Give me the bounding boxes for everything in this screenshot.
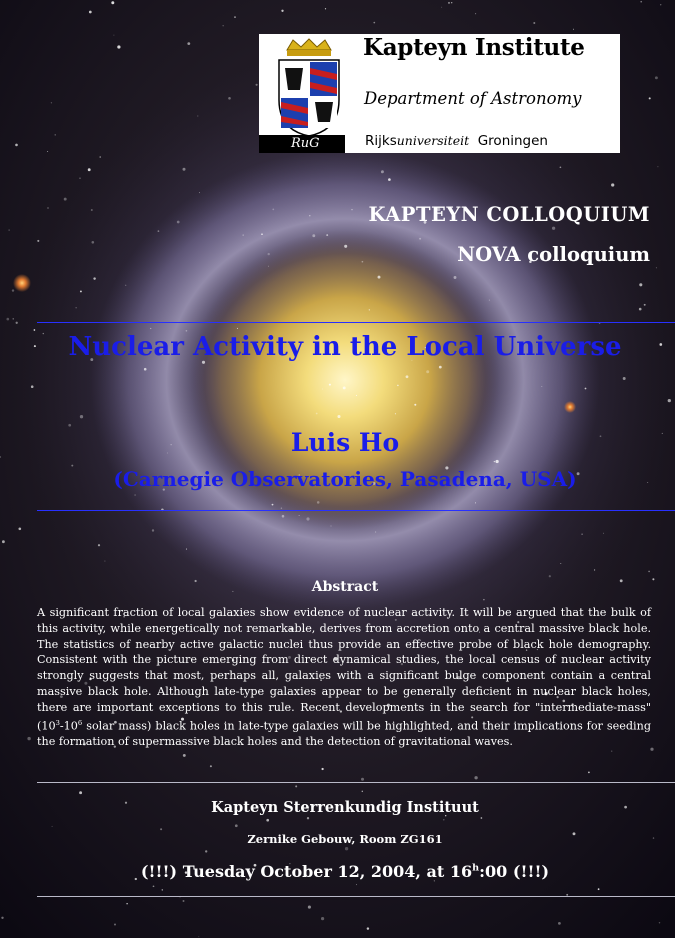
venue-room: Zernike Gebouw, Room ZG161 [247,832,443,846]
divider-lower [37,782,675,783]
star [660,4,661,5]
star [309,215,310,216]
star [113,35,114,36]
star [282,515,285,518]
star [481,817,483,819]
star [611,183,614,186]
star [316,413,318,415]
star [322,389,323,390]
abstract-text-part3: solar mass) black holes in late-type galaxies will be highlighted, and their implications for seeding the formation of supermassive black holes and the detection of gravitational waves. [37,719,651,749]
university-city: Groningen [477,133,548,149]
star [9,230,10,231]
star [426,370,429,373]
star [266,819,269,822]
star [268,253,270,255]
star [158,230,160,232]
divider-middle [37,510,675,511]
star [573,29,574,30]
star [68,424,71,427]
star [15,144,18,147]
star [558,922,561,925]
star [88,168,91,171]
star [443,819,444,820]
abstract-text-part1: A significant fraction of local galaxies show evidence of nuclear activity. It will be argued that the bulk of this activity, while energetically not remarkable, derives from accretion onto a central massive black hole. The statistics of nearby active galactic nuclei thus provide an effective probe of black hole demography. Consistent with the picture emerging from direct dynamical studies, the local census of nuclear activity strongly suggests that most, perhaps all, galaxies with a significant bulge component contain a central massive black hole. Although late-type galaxies appear to be generally deficient in nuclear black holes, there are important exceptions to this rule. Recent developments in the search for "intermediate-mass" (10 [37,606,651,733]
star [326,234,328,236]
star [356,884,357,885]
star [111,1,114,4]
star [495,460,498,463]
star [378,276,381,279]
star [187,42,190,45]
star [80,415,83,418]
star [117,45,120,48]
star [361,778,364,781]
star [419,238,421,240]
star [162,889,163,890]
star [317,501,320,504]
star [362,791,363,792]
star [37,240,39,242]
star [223,25,224,26]
star [598,888,600,890]
star [235,824,238,827]
star [144,368,147,371]
star [281,10,283,12]
star [351,209,352,210]
star [268,266,269,267]
star [369,309,370,310]
university-mid: universiteit [396,133,470,148]
rug-label: RuG [291,136,320,151]
star [153,885,155,887]
star [325,8,326,9]
star [655,76,658,79]
star [541,386,542,387]
colloquium-series-title: KAPTEYN COLLOQUIUM [368,203,650,226]
speaker-affiliation: (Carnegie Observatories, Pasadena, USA) [113,467,577,491]
star [560,563,561,564]
star [104,561,105,562]
star [47,207,48,208]
institute-name: Kapteyn Institute [363,34,585,61]
abstract-sup2: 6 [77,718,83,727]
star [345,847,348,850]
star [18,527,21,530]
star [51,102,52,103]
star [451,2,452,3]
star [272,208,274,210]
star [31,385,34,388]
star [656,267,657,268]
star [533,22,535,24]
star [228,97,231,100]
hour-superscript: h [472,862,480,874]
department-name: Department of Astronomy [364,89,582,108]
star [89,11,92,14]
star [55,134,56,135]
star [47,151,48,152]
star [52,826,53,827]
star [98,544,100,546]
star [395,413,396,414]
star [272,504,274,506]
star [210,765,212,767]
star [234,16,235,17]
star [483,599,485,601]
star [186,549,187,550]
star [13,318,14,319]
talk-title: Nuclear Activity in the Local Universe [68,332,622,362]
star [91,209,93,211]
abstract-text-part2: -10 [59,719,78,733]
star [588,772,590,774]
star [362,261,364,263]
star [330,525,331,526]
star [406,375,409,378]
star [549,575,551,577]
star [198,936,199,937]
star [308,906,311,909]
star [12,289,14,291]
star [76,307,77,308]
star [126,903,127,904]
star [306,517,309,520]
star [321,768,323,770]
star [397,385,399,387]
star [295,785,297,787]
star [125,285,126,286]
star [177,221,180,224]
star [649,97,651,99]
star [344,245,347,248]
star [1,917,3,919]
date-suffix: :00 (!!!) [479,862,550,881]
rug-label-bar [259,135,345,153]
star [79,177,81,179]
colloquium-subseries: NOVA colloquium [457,243,650,266]
divider-bottom [37,896,675,897]
star [375,531,376,532]
star [183,900,185,902]
star [441,7,442,8]
star [448,2,450,4]
star [381,170,384,173]
star [92,241,95,244]
abstract-text [37,605,651,750]
star [160,828,162,830]
star [611,751,612,752]
star [594,569,595,570]
star [199,192,200,193]
star [552,227,555,230]
star [639,308,642,311]
star [99,156,101,158]
speaker-name: Luis Ho [290,428,400,457]
star [639,283,642,286]
star [150,328,151,329]
star [560,166,562,168]
star [648,571,650,573]
star [356,395,357,396]
star [79,791,82,794]
star [27,737,30,740]
star [2,540,5,543]
star [237,328,238,329]
star [16,322,18,324]
star [93,277,95,279]
venue-date-time [0,862,675,881]
star [183,168,186,171]
star [299,515,300,516]
star [197,115,198,116]
star [256,84,258,86]
university-name [365,133,548,149]
star [64,198,67,201]
university-prefix: Rijks [365,133,397,149]
star [475,13,476,14]
star [321,917,324,920]
star [474,776,477,779]
star [134,494,136,496]
star [603,533,604,534]
divider-top [37,322,675,323]
star [281,507,282,508]
star [489,300,490,301]
star [205,850,207,852]
star [581,533,583,535]
star [367,927,369,929]
star [329,384,331,386]
star [114,924,116,926]
star [585,388,587,390]
star [312,234,315,237]
star [640,1,642,3]
star [657,166,658,167]
star [475,502,476,503]
star [80,290,82,292]
star [337,415,340,418]
star [388,178,391,181]
star [343,386,346,389]
star [34,329,36,331]
abstract-sup1: 3 [55,718,60,727]
star [623,377,626,380]
university-crest-icon [273,38,345,138]
abstract-heading: Abstract [311,579,379,595]
star [6,318,9,321]
institute-logo-banner [259,34,620,153]
star [659,922,660,923]
star [307,817,309,819]
star [494,461,495,462]
date-prefix: (!!!) Tuesday October 12, 2004, at 16 [140,862,473,881]
star [439,366,442,369]
star [373,22,375,24]
star [261,233,263,235]
venue-institute: Kapteyn Sterrenkundig Instituut [211,799,479,816]
star [454,276,457,279]
star [414,404,416,406]
star [152,529,154,531]
star [644,304,646,306]
star [183,754,186,757]
star [242,234,243,235]
star [668,399,671,402]
